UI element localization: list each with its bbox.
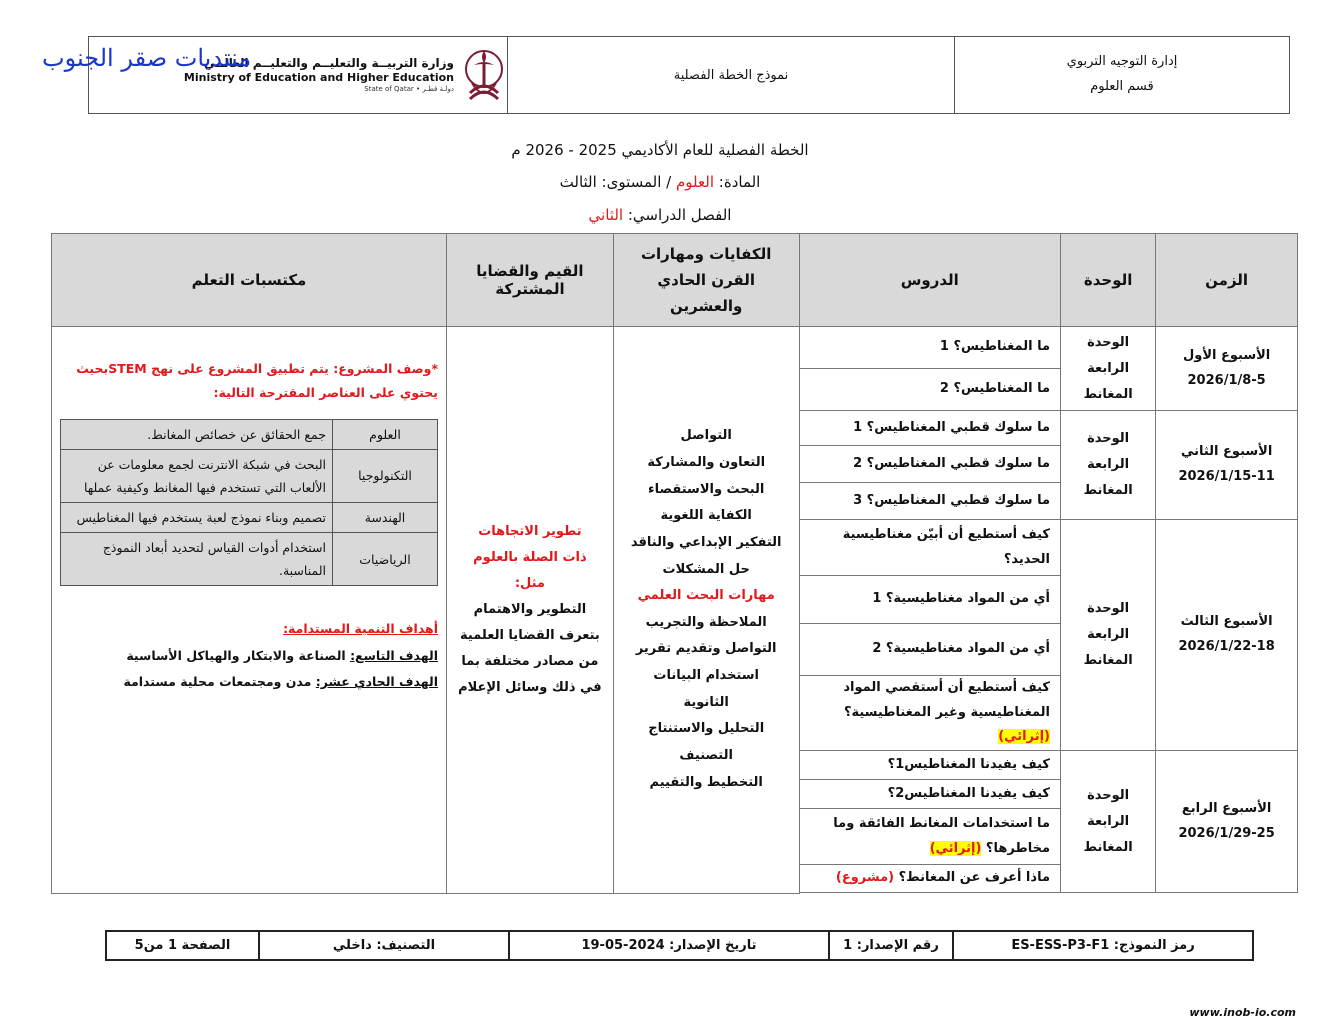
goals-title: أهداف التنمية المستدامة: bbox=[283, 621, 438, 637]
semester-label: الفصل الدراسي: bbox=[627, 206, 732, 224]
goal-item bbox=[60, 669, 438, 695]
plan-title: الخطة الفصلية للعام الأكاديمي 2025 - 2026 م bbox=[511, 141, 809, 159]
lesson-cell: كيف أستطيع أن أبيّن مغناطيسية الحديد؟ bbox=[799, 520, 1060, 576]
lesson-cell: كيف يفيدنا المغناطيس1؟ bbox=[799, 751, 1060, 780]
competency-item: التواصل bbox=[680, 428, 732, 444]
unit-cell bbox=[1061, 751, 1156, 893]
goal-item bbox=[60, 643, 438, 669]
goal-label: الهدف الحادي عشر: bbox=[315, 673, 438, 689]
unit-label: الوحدة bbox=[1087, 787, 1130, 803]
lesson-text: كيف أستطيع أن أستقصي المواد المغناطيسية وغير المغناطيسية؟ bbox=[843, 680, 1050, 720]
unit-title: المغانط bbox=[1083, 653, 1133, 669]
research-skills-heading: مهارات البحث العلمي bbox=[637, 588, 775, 604]
lesson-cell bbox=[799, 809, 1060, 865]
enrichment-badge: (إثرائي) bbox=[998, 729, 1050, 745]
unit-title: المغانط bbox=[1083, 839, 1133, 855]
unit-title: المغانط bbox=[1083, 483, 1133, 498]
lesson-cell: كيف يفيدنا المغناطيس2؟ bbox=[799, 780, 1060, 809]
competency-item: التعاون والمشاركة bbox=[647, 454, 766, 470]
project-description: *وصف المشروع: يتم تطبيق المشروع على نهج STEMبحيث يحتوي على العناصر المقترحة التالية: bbox=[76, 361, 438, 400]
col-lessons: الدروس bbox=[799, 234, 1060, 327]
unit-number: الرابعة bbox=[1087, 627, 1130, 643]
competency-item: الكفاية اللغوية bbox=[660, 508, 752, 524]
competency-item: التخطيط والتقييم bbox=[649, 774, 763, 790]
competency-item: حل المشكلات bbox=[662, 561, 750, 577]
project-badge: (مشروع) bbox=[835, 870, 895, 886]
department-line2: قسم العلوم bbox=[1090, 79, 1154, 94]
semester-value: الثاني bbox=[588, 206, 624, 224]
watermark: منتديات صقر الجنوب bbox=[42, 44, 252, 72]
subject-value: العلوم bbox=[676, 173, 714, 191]
col-outcomes: مكتسبات التعلم bbox=[52, 234, 447, 327]
classification: التصنيف: داخلي bbox=[259, 931, 509, 960]
stem-description: تصميم وبناء نموذج لعبة يستخدم فيها المغناطيس bbox=[61, 502, 333, 532]
competency-item: الثانوية bbox=[683, 694, 729, 710]
lesson-text: ما استخدامات المغانط الفائقة وما مخاطرها؟ bbox=[833, 815, 1050, 856]
site-url: www.inob-io.com bbox=[1189, 1006, 1296, 1019]
issue-date: تاريخ الإصدار: 2024-05-19 bbox=[509, 931, 829, 960]
stem-row bbox=[61, 449, 438, 502]
document-header bbox=[88, 36, 1290, 114]
stem-row bbox=[61, 419, 438, 449]
subject-level-line bbox=[0, 173, 1320, 191]
unit-title: المغانط bbox=[1083, 386, 1133, 402]
stem-subject: العلوم bbox=[333, 419, 438, 449]
table-row bbox=[52, 327, 1298, 369]
goal-text: الصناعة والابتكار والهياكل الأساسية bbox=[126, 647, 351, 663]
page-number: الصفحة 1 من5 bbox=[106, 931, 259, 960]
week-cell bbox=[1156, 751, 1298, 893]
competency-item: استخدام البيانات bbox=[653, 668, 759, 684]
sustainability-goals bbox=[60, 616, 438, 695]
lesson-cell bbox=[799, 865, 1060, 893]
lesson-cell: أي من المواد مغناطيسية؟ 1 bbox=[799, 576, 1060, 624]
week-dates: 2026/1/29-25 bbox=[1178, 825, 1275, 841]
week-dates: 2026/1/15-11 bbox=[1178, 469, 1275, 484]
goal-text: مدن ومجتمعات محلية مستدامة bbox=[123, 673, 316, 689]
lesson-cell: أي من المواد مغناطيسية؟ 2 bbox=[799, 624, 1060, 676]
enrichment-badge: (إثرائي) bbox=[929, 840, 982, 856]
week-name: الأسبوع الثالث bbox=[1180, 614, 1273, 630]
form-code: رمز النموذج: ES-ESS-P3-F1 bbox=[953, 931, 1253, 960]
stem-subject: الهندسة bbox=[333, 502, 438, 532]
ministry-name-ar: وزارة التربيــة والتعليــم والتعليــم العالــي bbox=[203, 56, 454, 71]
qatar-emblem-icon bbox=[462, 43, 506, 107]
week-name: الأسبوع الأول bbox=[1182, 347, 1271, 363]
outcomes-cell bbox=[52, 327, 447, 894]
competencies-cell bbox=[613, 327, 799, 894]
subject-label: المادة: bbox=[718, 173, 761, 191]
unit-number: الرابعة bbox=[1087, 360, 1130, 376]
lesson-cell bbox=[799, 676, 1060, 751]
week-cell bbox=[1156, 411, 1298, 520]
week-dates: 2026/1/8-5 bbox=[1187, 372, 1266, 388]
level-text: / المستوى: الثالث bbox=[559, 173, 672, 191]
competency-item: التصنيف bbox=[679, 747, 733, 763]
stem-row bbox=[61, 533, 438, 586]
competency-item: التواصل وتقديم تقرير bbox=[635, 641, 777, 657]
form-title: نموذج الخطة الفصلية bbox=[673, 67, 789, 83]
lesson-cell: ما سلوك قطبي المغناطيس؟ 2 bbox=[799, 446, 1060, 483]
col-time: الزمن bbox=[1156, 234, 1298, 327]
competency-item: التفكير الإبداعي والناقد bbox=[630, 534, 782, 550]
week-dates: 2026/1/22-18 bbox=[1178, 639, 1275, 655]
competency-item: الملاحظة والتجريب bbox=[645, 614, 767, 630]
values-cell bbox=[447, 327, 614, 894]
stem-description: جمع الحقائق عن خصائص المغانط. bbox=[61, 419, 333, 449]
unit-label: الوحدة bbox=[1087, 431, 1130, 446]
col-competencies: الكفايات ومهارات القرن الحادي والعشرين bbox=[613, 234, 799, 327]
state-label: State of Qatar • دولـة قطـر bbox=[364, 85, 454, 93]
stem-subject: التكنولوجيا bbox=[333, 449, 438, 502]
lesson-cell: ما المغناطيس؟ 2 bbox=[799, 369, 1060, 411]
week-name: الأسبوع الثاني bbox=[1180, 444, 1273, 460]
lesson-cell: ما سلوك قطبي المغناطيس؟ 1 bbox=[799, 411, 1060, 446]
competency-item: التحليل والاستنتاج bbox=[648, 721, 765, 737]
stem-description: البحث في شبكة الانترنت لجمع معلومات عن الألعاب التي تستخدم فيها المغانط وكيفية عملها bbox=[61, 449, 333, 502]
unit-number: الرابعة bbox=[1087, 457, 1130, 472]
goal-label: الهدف التاسع: bbox=[350, 647, 438, 663]
unit-cell bbox=[1061, 520, 1156, 751]
stem-description: استخدام أدوات القياس لتحديد أبعاد النموذج المناسبة. bbox=[61, 533, 333, 586]
ministry-name-en: Ministry of Education and Higher Education bbox=[183, 71, 454, 85]
department-line1: إدارة التوجيه التربوي bbox=[1066, 54, 1178, 70]
values-heading: تطوير الاتجاهات ذات الصلة بالعلوم مثل: bbox=[473, 523, 587, 591]
lesson-cell: ما المغناطيس؟ 1 bbox=[799, 327, 1060, 369]
form-title-cell bbox=[508, 37, 955, 114]
unit-label: الوحدة bbox=[1087, 334, 1130, 350]
issue-number: رقم الإصدار: 1 bbox=[829, 931, 953, 960]
lesson-cell: ما سلوك قطبي المغناطيس؟ 3 bbox=[799, 483, 1060, 520]
unit-cell bbox=[1061, 411, 1156, 520]
unit-number: الرابعة bbox=[1087, 813, 1130, 829]
week-cell bbox=[1156, 327, 1298, 411]
stem-row bbox=[61, 502, 438, 532]
week-name: الأسبوع الرابع bbox=[1181, 800, 1272, 816]
document-footer bbox=[105, 930, 1254, 961]
col-unit: الوحدة bbox=[1061, 234, 1156, 327]
unit-label: الوحدة bbox=[1087, 601, 1130, 617]
department-cell bbox=[955, 37, 1290, 114]
competency-item: البحث والاستقصاء bbox=[648, 481, 765, 497]
plan-table-header bbox=[52, 234, 1298, 327]
unit-cell bbox=[1061, 327, 1156, 411]
lesson-text: ماذا أعرف عن المغانط؟ bbox=[898, 870, 1050, 886]
stem-table bbox=[60, 419, 438, 587]
plan-table bbox=[51, 233, 1298, 894]
stem-subject: الرياضيات bbox=[333, 533, 438, 586]
col-values: القيم والقضايا المشتركة bbox=[447, 234, 614, 327]
values-body: التطوير والاهتمام بتعرف القضايا العلمية من مصادر مختلفة بما في ذلك وسائل الإعلام bbox=[458, 601, 602, 695]
semester-line bbox=[0, 206, 1320, 224]
week-cell bbox=[1156, 520, 1298, 751]
